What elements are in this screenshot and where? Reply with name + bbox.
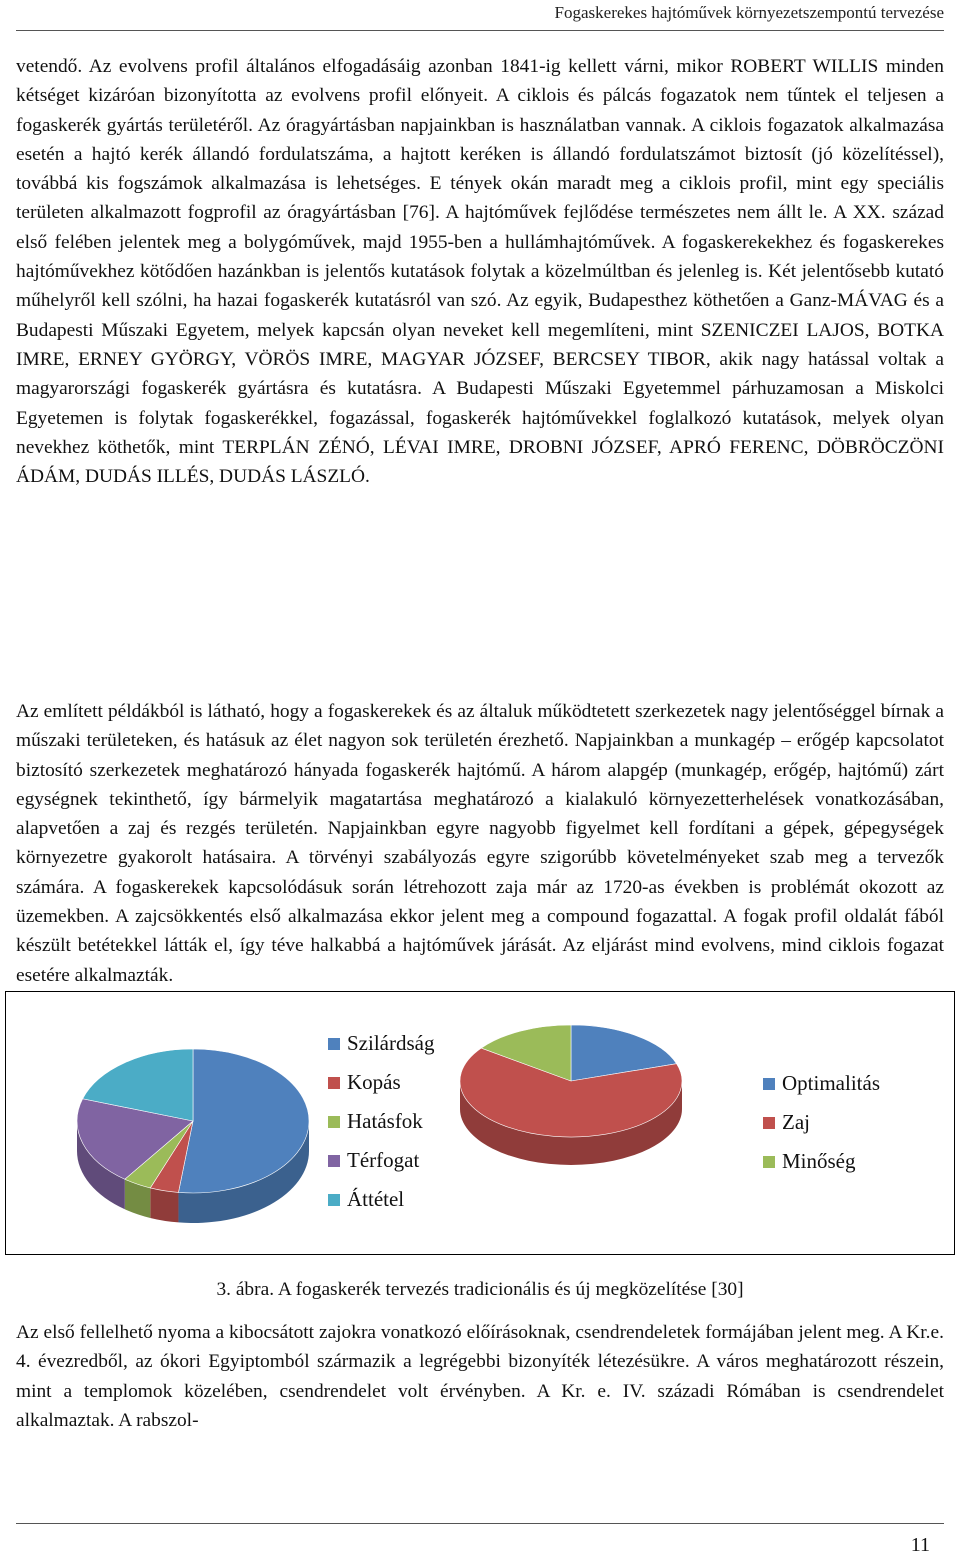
legend-item: [328, 1102, 434, 1141]
figure-box: [5, 991, 955, 1255]
legend-label: Optimalitás: [782, 1071, 880, 1095]
footer-rule: [16, 1523, 944, 1524]
pie-1-side-Kopás: [150, 1188, 178, 1222]
legend-item: [328, 1141, 434, 1180]
legend-1: [328, 1024, 434, 1219]
legend-swatch: [328, 1194, 340, 1206]
legend-swatch: [328, 1038, 340, 1050]
paragraph-3: Az első fellelhető nyoma a kibocsátott zajokra vonatkozó előírásoknak, csendrendeletek formájában jelent meg. A Kr.e. 4. évezredből, az ókori Egyiptomból származik a legrégebbi bizonyíték létezésükre. A város meghatározott részein, mint a templomok közelében, csendrendelet volt érvényben. A Kr. e. IV. századi Rómában is csendrendelet alkalmaztak. A rabszol-: [16, 1322, 944, 1431]
page-number: 11: [910, 1534, 930, 1556]
legend-swatch: [328, 1155, 340, 1167]
legend-2: [763, 1064, 880, 1181]
legend-item: [763, 1064, 880, 1103]
legend-label: Zaj: [782, 1110, 810, 1134]
running-title: Fogaskerekes hajtóművek környezetszempontú tervezése: [554, 3, 944, 22]
legend-item: [328, 1024, 434, 1063]
legend-swatch: [763, 1078, 775, 1090]
legend-swatch: [328, 1077, 340, 1089]
legend-item: [763, 1142, 880, 1181]
legend-item: [328, 1063, 434, 1102]
page-header: [0, 0, 960, 35]
legend-swatch: [328, 1116, 340, 1128]
legend-swatch: [763, 1156, 775, 1168]
legend-label: Kopás: [347, 1070, 401, 1094]
legend-swatch: [763, 1117, 775, 1129]
legend-label: Térfogat: [347, 1148, 420, 1172]
figure-caption: 3. ábra. A fogaskerék tervezés tradicionális és új megközelítése [30]: [216, 1279, 744, 1300]
legend-label: Áttétel: [347, 1187, 405, 1211]
legend-label: Hatásfok: [347, 1109, 423, 1133]
legend-item: [328, 1180, 434, 1219]
legend-label: Minőség: [782, 1149, 856, 1173]
header-rule: [16, 30, 944, 31]
paragraph-2: Az említett példákból is látható, hogy a fogaskerekek és az általuk működtetett szerkezetek nagy jelentőséggel bírnak a műszaki területeken, és hatásuk az élet nagyon sok területén érezhető. Napjainkban a munkagép – erőgép kapcsolatot biztosító szerkezetek meghatározó hányada fogaskerék hajtómű. A három alapgép (munkagép, erőgép, hajtómű) zárt egységnek tekinthető, így bármelyik magatartása meghatározó a kialakuló környezetterhelések vonatkozásában, alapvetően a zaj és rezgés területén. Napjainkban egyre nagyobb figyelmet kell fordítani a gépek, gépegységek környezetre gyakorolt hatásaira. A törvényi szabályozás egyre szigorúbb követelményeket szab meg a tervezők számára. A fogaskerekek kapcsolódásuk során létrehozott zaja már az 1720-as években is problémát okozott az üzemekben. A zajcsökkentés első alkalmazása ekkor jelent meg a compound fogazattal. A fogak profil oldalát fából készült betétekkel látták el, így téve halkabbá a hajtóművek járását. Az eljárást mind evolvens, mind ciklois fogazat esetére alkalmazták.: [16, 701, 944, 986]
legend-label: Szilárdság: [347, 1031, 435, 1055]
legend-item: [763, 1103, 880, 1142]
paragraph-1: vetendő. Az evolvens profil általános elfogadásáig azonban 1841-ig kellett várni, mikor ROBERT WILLIS minden kétséget kizáróan bizonyította az evolvens profil előnyeit. A ciklois és pálcás fogazatok nem tűntek el teljesen a fogaskerék gyártás területéről. Az óragyártásban napjainkban is használatban vannak. A ciklois fogazatok alkalmazása esetén a hajtó kerék állandó fordulatszáma, a hajtott keréken is állandó fordulatszámot biztosít (jó közelítéssel), továbbá kis fogszámok alkalmazása is lehetséges. E tények okán maradt meg a ciklois profil, mint egy speciális területen alkalmazott fogprofil az óragyártásban [76]. A hajtóművek fejlődése természetes nem állt le. A XX. század első felében jelentek meg a bolygóművek, majd 1955-ben a hullámhajtóművek. A fogaskerekekhez és fogaskerekes hajtóművekhez kötődően hazánkban is jelentős kutatások folytak a közelmúltban és jelenleg is. Két jelentősebb kutató műhelyről kell szólni, ha hazai fogaskerék kutatásról van szó. Az egyik, Budapesthez köthetően a Ganz-MÁVAG és a Budapesti Műszaki Egyetem, melyek kapcsán olyan neveket kell megemlíteni, mint SZENICZEI LAJOS, BOTKA IMRE, ERNEY GYÖRGY, VÖRÖS IMRE, MAGYAR JÓZSEF, BERCSEY TIBOR, akik nagy hatással voltak a magyarországi fogaskerék gyártásra és kutatásra. A Budapesti Műszaki Egyetemmel párhuzamosan a Miskolci Egyetemen is folytak fogaskerékkel, fogazással, fogaskerék hajtóművekkel foglalkozó kutatások, melyek olyan nevekhez köthetők, mint TERPLÁN ZÉNÓ, LÉVAI IMRE, DROBNI JÓZSEF, APRÓ FERENC, DÖBRÖCZÖNI ÁDÁM, DUDÁS ILLÉS, DUDÁS LÁSZLÓ.: [16, 56, 944, 488]
